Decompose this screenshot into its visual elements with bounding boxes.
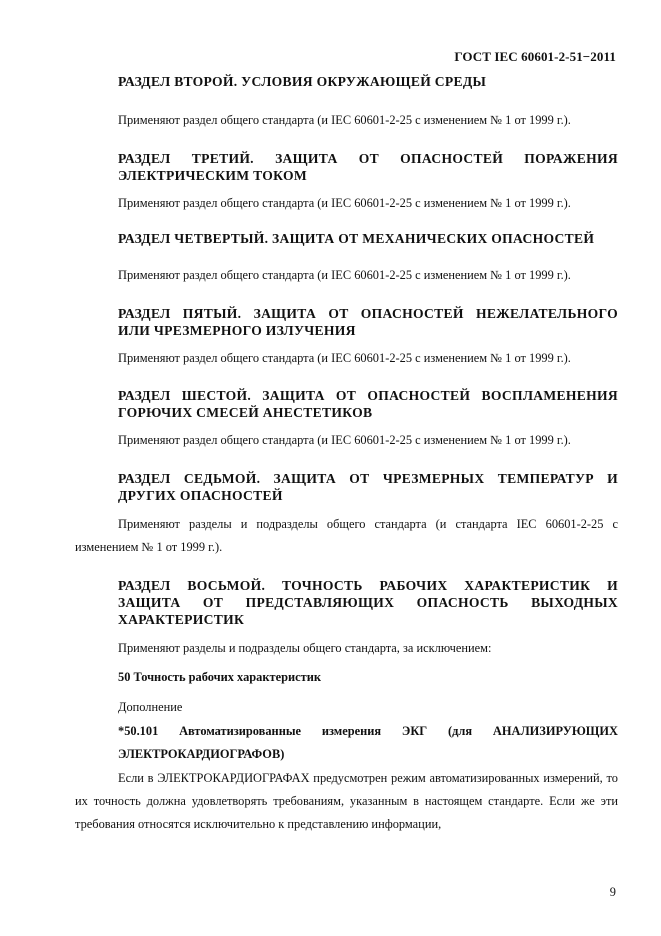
section-8-heading-cont2 xyxy=(118,611,618,628)
section-6-text: Применяют раздел общего стандарта (и IEC 60601-2-25 с изменением № 1 от 1999 г.). xyxy=(118,433,571,447)
section-6-heading-line1: РАЗДЕЛ ШЕСТОЙ. ЗАЩИТА ОТ ОПАСНОСТЕЙ ВОСПЛАМЕНЕНИЯ xyxy=(118,388,618,403)
clause-50-101-title-line1: *50.101 Автоматизированные измерения ЭКГ (для АНАЛИЗИРУЮЩИХ xyxy=(118,724,618,738)
section-2-text: Применяют раздел общего стандарта (и IEC 60601-2-25 с изменением № 1 от 1999 г.). xyxy=(118,113,571,127)
clause-50-title: 50 Точность рабочих характеристик xyxy=(118,670,321,684)
section-4-text: Применяют раздел общего стандарта (и IEC 60601-2-25 с изменением № 1 от 1999 г.). xyxy=(118,268,571,282)
page-number: 9 xyxy=(609,885,616,899)
section-2-heading xyxy=(118,73,618,90)
section-6-heading-cont xyxy=(118,404,618,421)
section-3-heading-line1: РАЗДЕЛ ТРЕТИЙ. ЗАЩИТА ОТ ОПАСНОСТЕЙ ПОРАЖЕНИЯ xyxy=(118,151,618,166)
section-8-heading-line2: ЗАЩИТА ОТ ПРЕДСТАВЛЯЮЩИХ ОПАСНОСТЬ ВЫХОДНЫХ xyxy=(118,595,618,610)
section-7-heading-cont xyxy=(118,487,618,504)
section-3-text: Применяют раздел общего стандарта (и IEC 60601-2-25 с изменением № 1 от 1999 г.). xyxy=(118,196,571,210)
section-6-heading xyxy=(118,387,618,404)
section-3-heading-cont xyxy=(118,167,618,184)
section-8-text: Применяют разделы и подразделы общего стандарта, за исключением: xyxy=(118,641,492,655)
section-8-heading-line3: ХАРАКТЕРИСТИК xyxy=(118,612,245,627)
section-6-heading-line2: ГОРЮЧИХ СМЕСЕЙ АНЕСТЕТИКОВ xyxy=(118,405,373,420)
section-5-heading-line1: РАЗДЕЛ ПЯТЫЙ. ЗАЩИТА ОТ ОПАСНОСТЕЙ НЕЖЕЛАТЕЛЬНОГО xyxy=(118,306,618,321)
section-5-heading xyxy=(118,305,618,322)
section-4-heading-line1: РАЗДЕЛ ЧЕТВЕРТЫЙ. ЗАЩИТА ОТ МЕХАНИЧЕСКИХ ОПАСНОСТЕЙ xyxy=(118,231,595,246)
section-5-heading-cont xyxy=(118,322,618,339)
section-7-heading-line1: РАЗДЕЛ СЕДЬМОЙ. ЗАЩИТА ОТ ЧРЕЗМЕРНЫХ ТЕМПЕРАТУР И xyxy=(118,471,618,486)
section-7-text: Применяют разделы и подразделы общего стандарта (и стандарта IEC 60601-2-25 с изменением № 1 от 1999 г.). xyxy=(75,517,618,554)
section-3-heading-line2: ЭЛЕКТРИЧЕСКИМ ТОКОМ xyxy=(118,168,307,183)
section-2-heading-line1: РАЗДЕЛ ВТОРОЙ. УСЛОВИЯ ОКРУЖАЮЩЕЙ СРЕДЫ xyxy=(118,74,487,89)
section-5-text: Применяют раздел общего стандарта (и IEC 60601-2-25 с изменением № 1 от 1999 г.). xyxy=(118,351,571,365)
section-8-heading-line1: РАЗДЕЛ ВОСЬМОЙ. ТОЧНОСТЬ РАБОЧИХ ХАРАКТЕРИСТИК И xyxy=(118,578,618,593)
section-7-heading-line2: ДРУГИХ ОПАСНОСТЕЙ xyxy=(118,488,283,503)
clause-50-addition: Дополнение xyxy=(118,700,183,714)
clause-50-101-title-line2: ЭЛЕКТРОКАРДИОГРАФОВ) xyxy=(118,747,285,761)
clause-50-101-body: Если в ЭЛЕКТРОКАРДИОГРАФАХ предусмотрен режим автоматизированных измерений, то их точность должна удовлетворять требованиям, указанным в настоящем стандарте. Если же эти требования относятся исключительно к представлению информации, xyxy=(75,771,618,831)
document-header-id: ГОСТ IEC 60601-2-51−2011 xyxy=(454,49,616,64)
section-7-heading xyxy=(118,470,618,487)
section-4-heading xyxy=(118,230,618,247)
section-8-heading-cont xyxy=(118,594,618,611)
section-8-heading xyxy=(118,577,618,594)
section-5-heading-line2: ИЛИ ЧРЕЗМЕРНОГО ИЗЛУЧЕНИЯ xyxy=(118,323,356,338)
section-3-heading xyxy=(118,150,618,167)
